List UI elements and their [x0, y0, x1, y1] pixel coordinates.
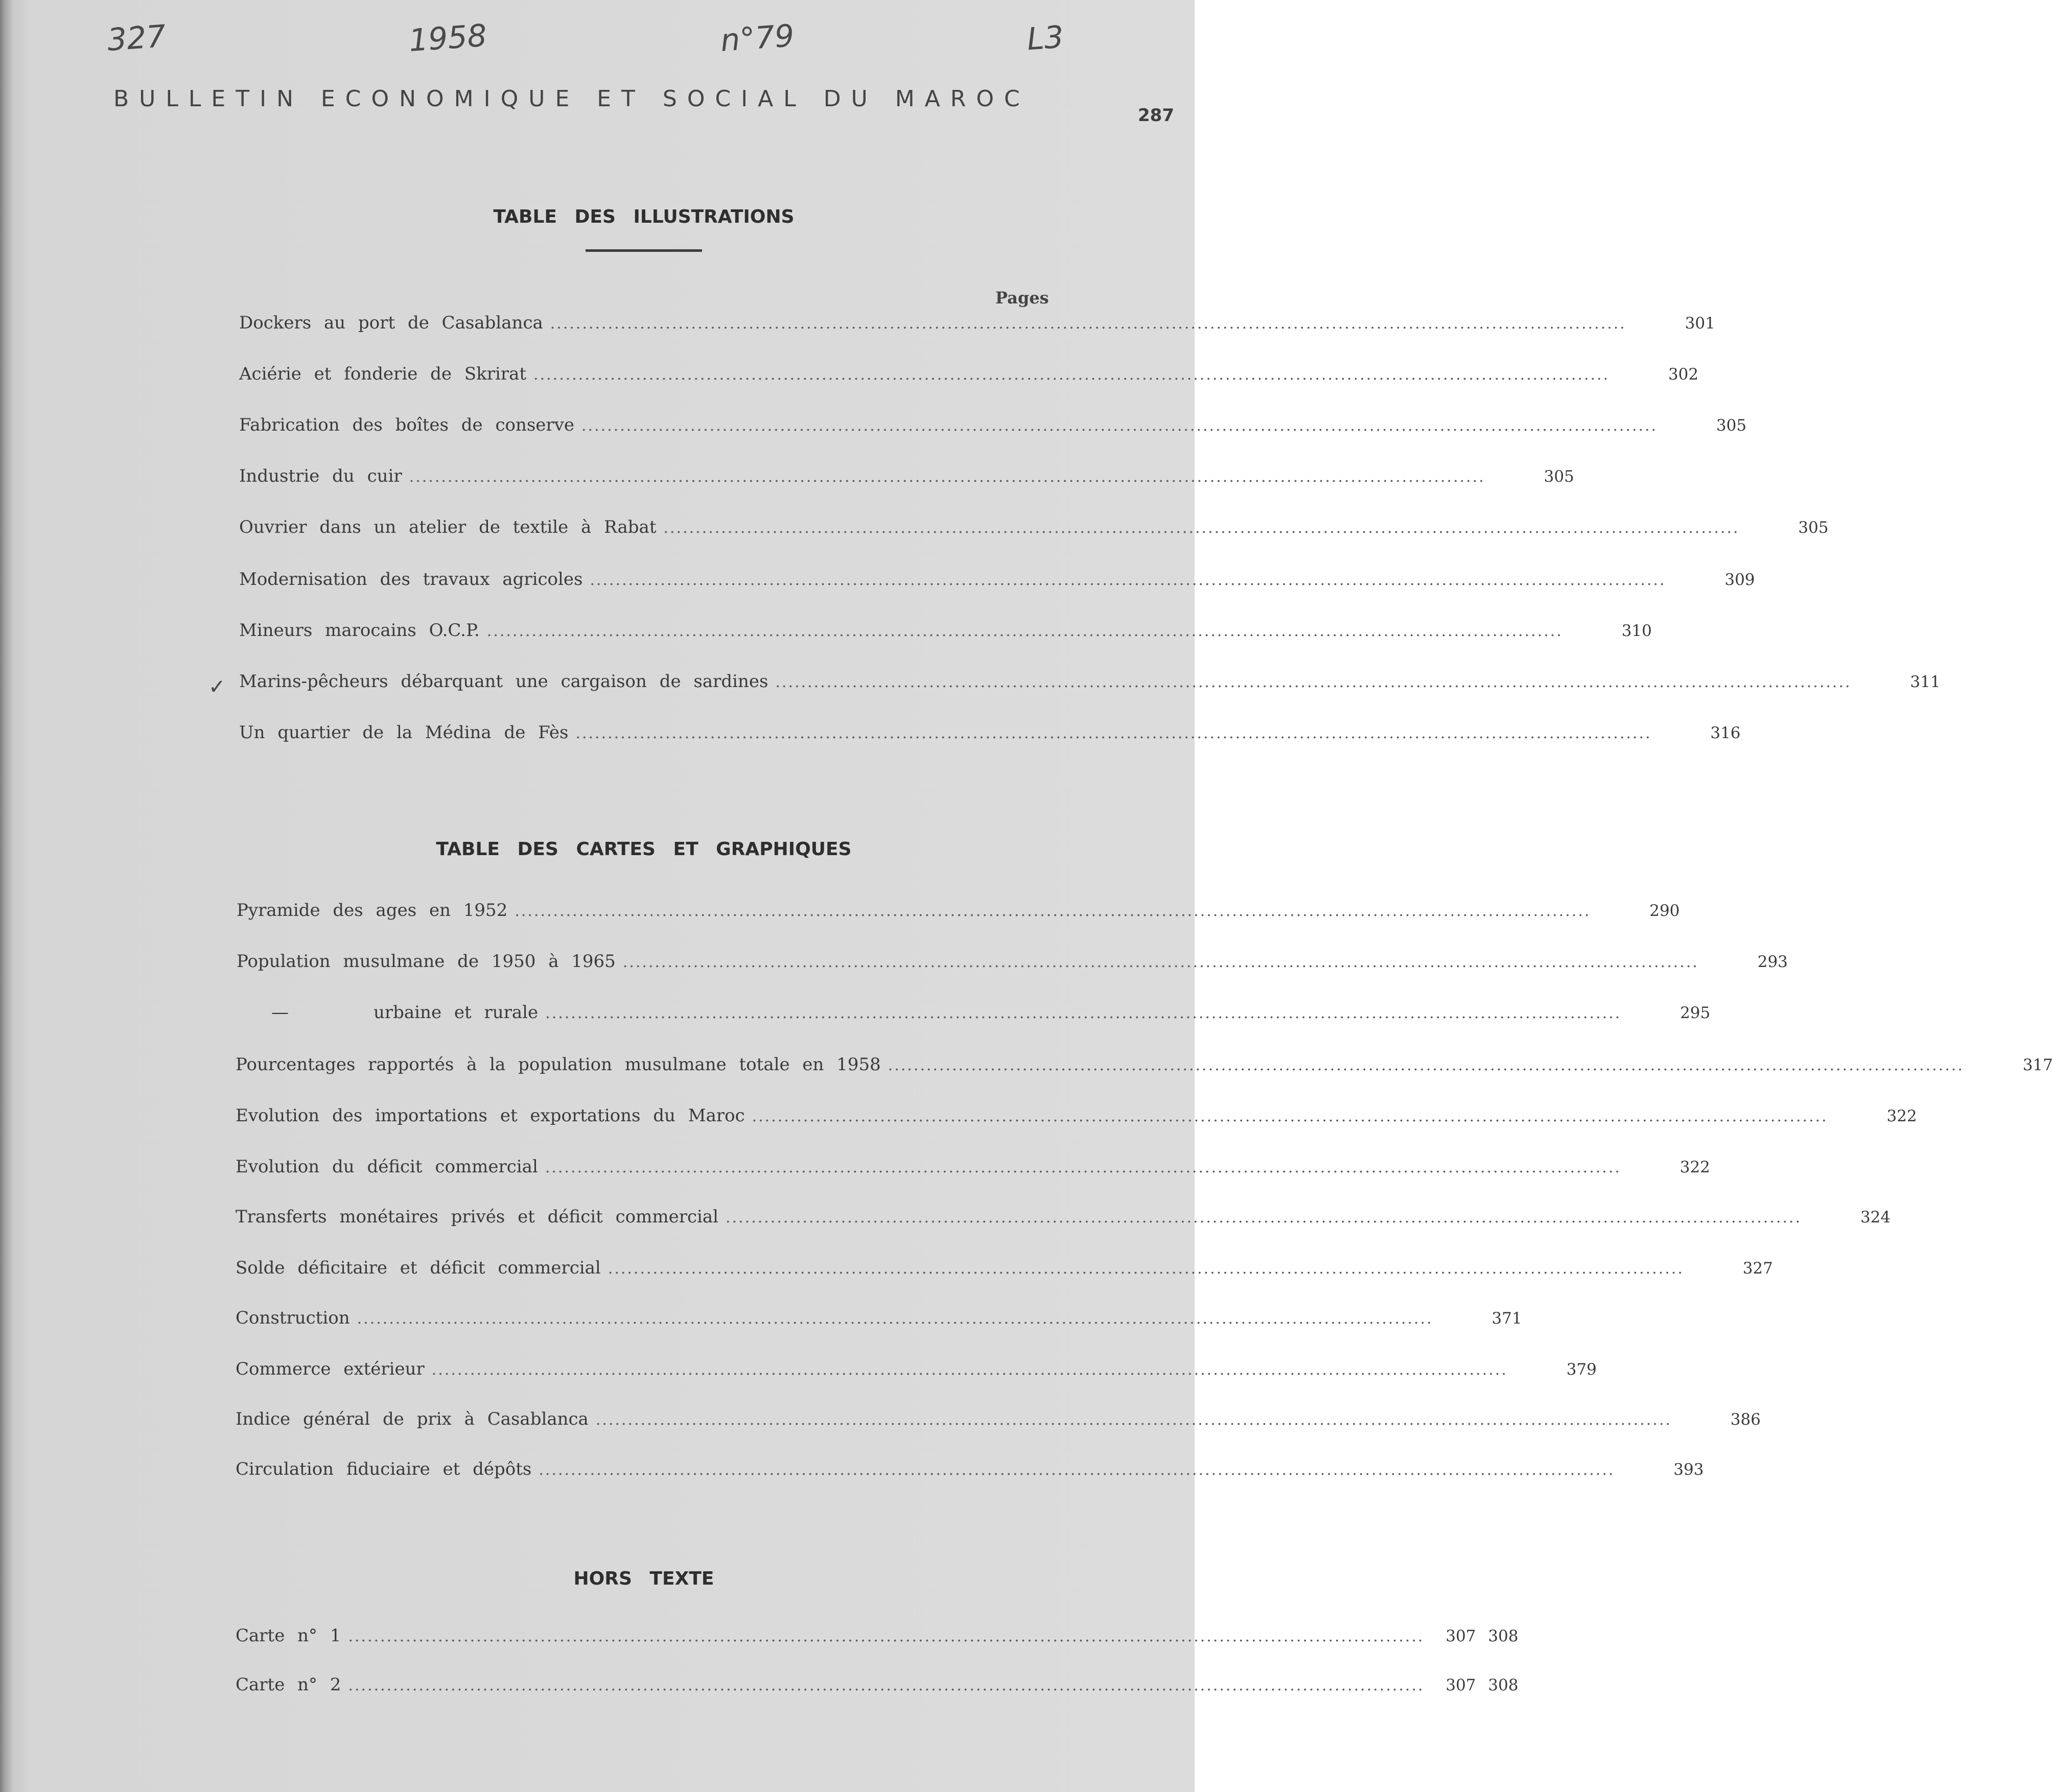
illustration-entry [239, 620, 1652, 641]
heading-rule [586, 249, 702, 252]
entry-page: 386 [1730, 1410, 1761, 1429]
entry-title: Marins-pêcheurs débarquant une cargaison de sardines [239, 671, 768, 692]
dot-leader: ........................................................................................................................................................................ [550, 315, 1626, 333]
dot-leader: ........................................................................................................................................................................ [533, 366, 1610, 384]
illustration-entry [239, 415, 1747, 435]
entry-page: 295 [1680, 1004, 1711, 1022]
dot-leader: ........................................................................................................................................................................ [888, 1056, 1964, 1074]
running-header: BULLETIN ECONOMIQUE ET SOCIAL DU MAROC [113, 86, 1030, 112]
entry-page: 322 [1679, 1158, 1710, 1176]
carte-entry [236, 1359, 1597, 1379]
dot-leader: ........................................................................................................................................................................ [409, 468, 1485, 486]
illustrations-heading: TABLE DES ILLUSTRATIONS [493, 206, 795, 227]
carte-entry [236, 1207, 1891, 1227]
cartes-heading: TABLE DES CARTES ET GRAPHIQUES [436, 839, 852, 860]
entry-page: 393 [1673, 1460, 1704, 1479]
entry-page: 316 [1710, 724, 1741, 742]
handwritten-note-year: 1958 [407, 17, 488, 59]
illustration-entry [239, 722, 1741, 743]
entry-page: 322 [1886, 1107, 1917, 1125]
entry-page: 310 [1621, 622, 1652, 640]
entry-title: Fabrication des boîtes de conserve [239, 415, 575, 435]
entry-page: 290 [1649, 902, 1680, 920]
entry-title: Modernisation des travaux agricoles [239, 569, 583, 590]
handwritten-note-code: L3 [1025, 19, 1065, 58]
entry-page: 302 [1668, 365, 1699, 384]
illustration-entry [239, 364, 1699, 384]
entry-title: Circulation fiduciaire et dépôts [236, 1459, 532, 1479]
carte-entry [236, 1105, 1917, 1126]
dot-leader: ........................................................................................................................................................................ [775, 673, 1852, 691]
pages-column-label: Pages [995, 288, 1049, 308]
carte-entry [237, 1002, 1711, 1023]
entry-title: Ouvrier dans un atelier de textile à Rabat [239, 517, 657, 537]
entry-page: 324 [1860, 1208, 1891, 1227]
dot-leader: ........................................................................................................................................................................ [515, 902, 1591, 920]
carte-entry [236, 1258, 1773, 1278]
entry-title: Pourcentages rapportés à la population musulmane totale en 1958 [236, 1054, 881, 1075]
dot-leader: ........................................................................................................................................................................ [726, 1209, 1802, 1227]
dot-leader: ........................................................................................................................................................................ [486, 622, 1563, 640]
entry-page: 305 [1798, 518, 1829, 537]
entry-title [237, 1002, 538, 1023]
entry-title: Population musulmane de 1950 à 1965 [237, 951, 616, 972]
entry-title: Evolution des importations et exportations du Maroc [236, 1105, 745, 1126]
entry-page: 301 [1685, 314, 1715, 333]
carte-entry [237, 951, 1788, 972]
illustration-entry [239, 466, 1574, 486]
entry-page: 317 [2022, 1056, 2053, 1074]
dot-leader: ........................................................................................................................................................................ [622, 953, 1699, 971]
dot-leader: ........................................................................................................................................................................ [663, 519, 1740, 537]
dot-leader: ........................................................................................................................................................................ [348, 1677, 1425, 1694]
carte-entry [236, 1459, 1704, 1479]
dot-leader: ........................................................................................................................................................................ [348, 1628, 1425, 1645]
carte-entry [236, 1409, 1761, 1429]
dot-leader: ........................................................................................................................................................................ [431, 1361, 1508, 1379]
dot-leader: ........................................................................................................................................................................ [545, 1004, 1622, 1022]
carte-entry [237, 900, 1680, 921]
entry-title: Indice général de prix à Casablanca [236, 1409, 589, 1429]
entry-title: Construction [236, 1308, 350, 1328]
dot-leader: ........................................................................................................................................................................ [752, 1107, 1828, 1125]
entry-dash: — [271, 1002, 289, 1023]
dot-leader: ........................................................................................................................................................................ [590, 571, 1666, 589]
entry-page: 311 [1910, 673, 1941, 691]
entry-page: 309 [1724, 571, 1755, 589]
entry-pages: 307 308 [1445, 1627, 1519, 1645]
entry-title: Aciérie et fonderie de Skrirat [239, 364, 527, 384]
handwritten-tick-mark: ✓ [208, 675, 226, 699]
entry-title: Mineurs marocains O.C.P. [239, 620, 480, 641]
carte-entry [236, 1157, 1710, 1177]
entry-title: Un quartier de la Médina de Fès [239, 722, 569, 743]
illustration-entry [239, 517, 1829, 537]
carte-entry [236, 1054, 2053, 1075]
page-number: 287 [1138, 105, 1174, 126]
illustration-entry [239, 313, 1715, 333]
dot-leader: ........................................................................................................................................................................ [581, 417, 1658, 435]
entry-title: Transferts monétaires privés et déficit commercial [236, 1207, 719, 1227]
hors-texte-entry [236, 1675, 1519, 1695]
entry-title: Pyramide des ages en 1952 [237, 900, 508, 921]
entry-title: Dockers au port de Casablanca [239, 313, 543, 333]
handwritten-note-page: 327 [106, 18, 167, 58]
illustration-entry [239, 569, 1755, 590]
entry-page: 293 [1757, 953, 1788, 971]
dot-leader: ........................................................................................................................................................................ [357, 1310, 1433, 1328]
dot-leader: ........................................................................................................................................................................ [545, 1159, 1621, 1176]
entry-page: 305 [1544, 467, 1574, 486]
dot-leader: ........................................................................................................................................................................ [539, 1461, 1615, 1479]
entry-title: Carte n° 2 [236, 1675, 341, 1695]
entry-page: 327 [1742, 1259, 1773, 1278]
entry-page: 305 [1716, 416, 1747, 435]
entry-pages: 307 308 [1445, 1676, 1519, 1694]
dot-leader: ........................................................................................................................................................................ [575, 724, 1652, 742]
entry-title: Evolution du déficit commercial [236, 1157, 538, 1177]
illustration-entry [239, 671, 1941, 692]
dot-leader: ........................................................................................................................................................................ [608, 1260, 1684, 1278]
entry-title: Solde déficitaire et déficit commercial [236, 1258, 601, 1278]
carte-entry [236, 1308, 1522, 1328]
handwritten-note-issue: n°79 [719, 18, 796, 59]
hors-texte-heading: HORS TEXTE [573, 1568, 714, 1589]
entry-title: Commerce extérieur [236, 1359, 425, 1379]
entry-page: 379 [1566, 1360, 1597, 1379]
entry-title: Carte n° 1 [236, 1625, 341, 1646]
entry-page: 371 [1491, 1309, 1522, 1328]
hors-texte-entry [236, 1625, 1519, 1646]
entry-title: Industrie du cuir [239, 466, 402, 486]
dot-leader: ........................................................................................................................................................................ [595, 1411, 1672, 1429]
entry-subtitle: urbaine et rurale [374, 1002, 539, 1023]
